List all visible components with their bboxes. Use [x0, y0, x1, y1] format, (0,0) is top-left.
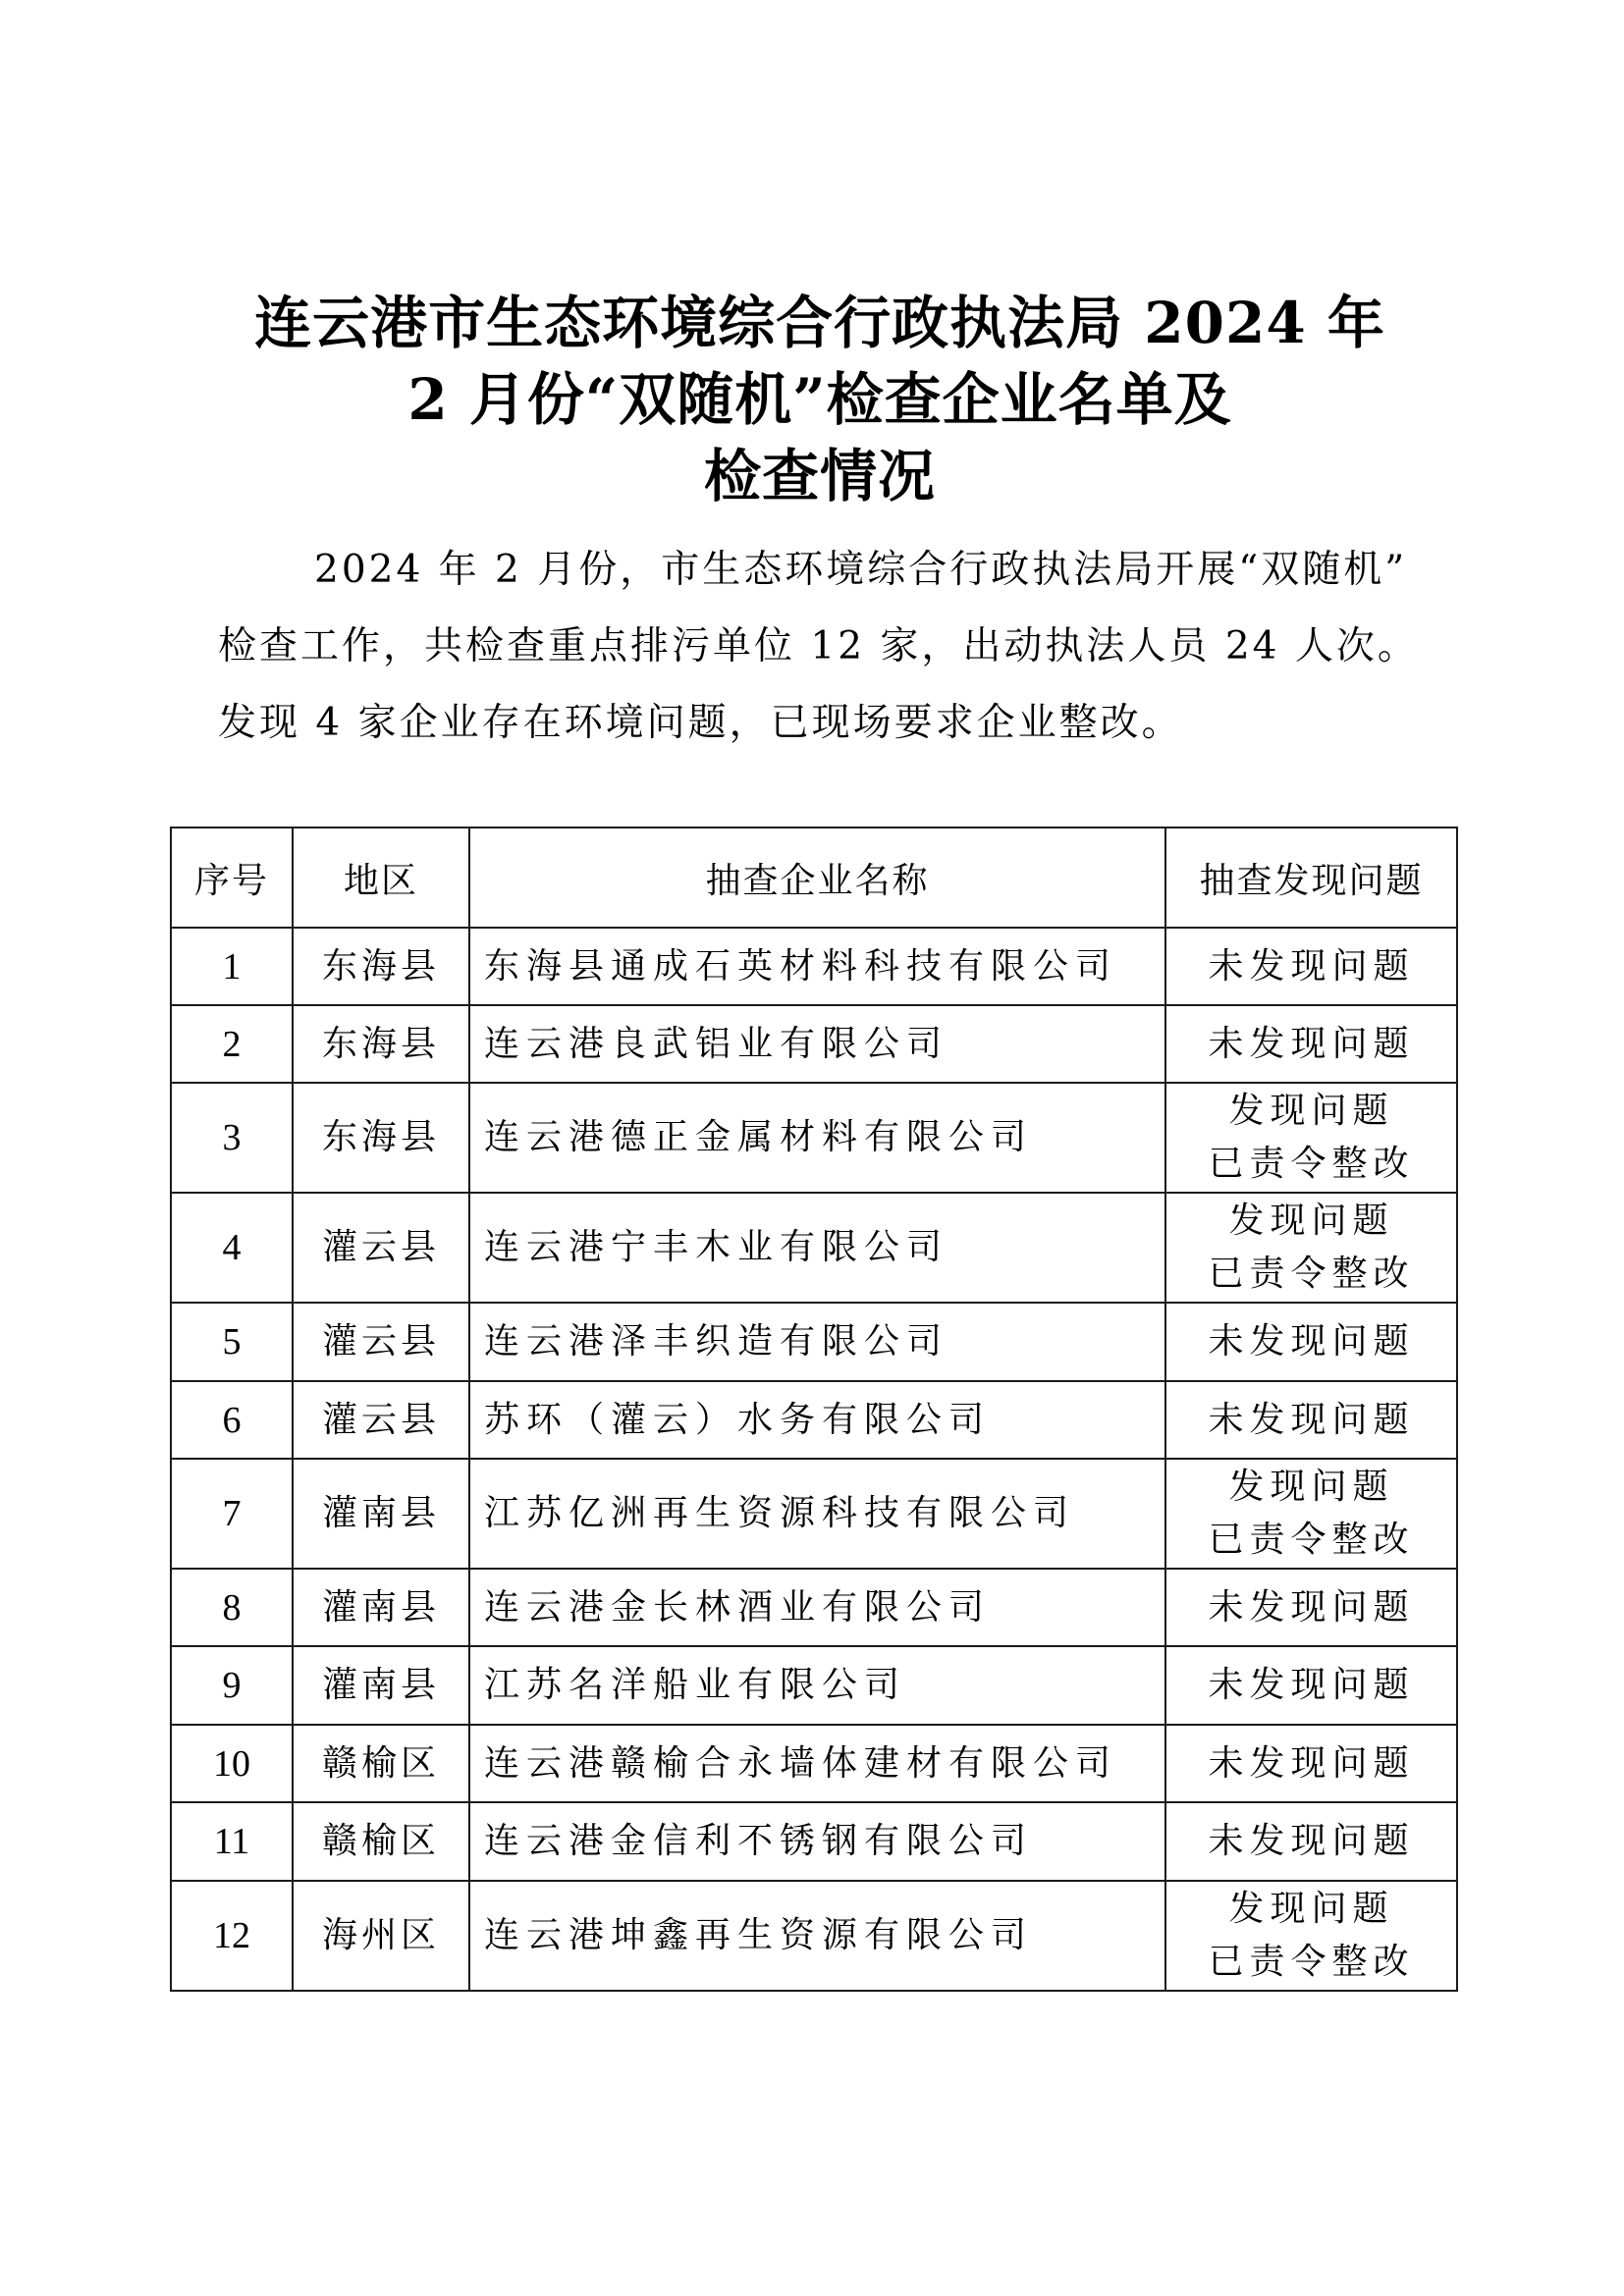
row-no: 7 [171, 1459, 293, 1569]
row-area: 灌南县 [293, 1459, 469, 1569]
row-company-name: 连云港德正金属材料有限公司 [469, 1083, 1165, 1193]
intro-line-1: 2024 年 2 月份，市生态环境综合行政执法局开展“双随机” [314, 548, 1408, 592]
row-no: 4 [171, 1193, 293, 1303]
row-result [1165, 1193, 1457, 1303]
row-no: 2 [171, 1005, 293, 1083]
header-company-name: 抽查企业名称 [469, 828, 1165, 928]
intro-paragraph [218, 532, 1455, 762]
result-line-1: 未发现问题 [1208, 1742, 1415, 1784]
row-no: 1 [171, 928, 293, 1005]
row-result [1165, 1802, 1457, 1881]
row-area: 东海县 [293, 928, 469, 1005]
result-line-1: 未发现问题 [1208, 1321, 1415, 1362]
table-row [171, 1459, 1457, 1569]
document-title [0, 285, 1624, 514]
result-line-1: 发现问题 [1228, 1467, 1394, 1507]
row-result [1165, 1083, 1457, 1193]
row-company-name: 连云港坤鑫再生资源有限公司 [469, 1881, 1165, 1991]
row-result [1165, 1725, 1457, 1802]
result-line-1: 未发现问题 [1208, 1665, 1415, 1705]
row-result [1165, 1303, 1457, 1381]
row-area: 灌云县 [293, 1303, 469, 1381]
row-result [1165, 1646, 1457, 1725]
row-company-name: 东海县通成石英材料科技有限公司 [469, 928, 1165, 1005]
row-area: 灌南县 [293, 1569, 469, 1646]
row-area: 东海县 [293, 1083, 469, 1193]
row-no: 12 [171, 1881, 293, 1991]
row-area: 海州区 [293, 1881, 469, 1991]
table-row [171, 1381, 1457, 1459]
row-company-name: 连云港泽丰织造有限公司 [469, 1303, 1165, 1381]
row-area: 赣榆区 [293, 1725, 469, 1802]
result-line-1: 发现问题 [1228, 1889, 1394, 1929]
row-no: 11 [171, 1802, 293, 1881]
table-row [171, 1725, 1457, 1802]
table-row [171, 928, 1457, 1005]
result-line-2: 已责令整改 [1208, 1254, 1415, 1294]
row-company-name: 苏环（灌云）水务有限公司 [469, 1381, 1165, 1459]
row-no: 10 [171, 1725, 293, 1802]
header-inspection-result: 抽查发现问题 [1165, 828, 1457, 928]
table-row [171, 1802, 1457, 1881]
result-line-2: 已责令整改 [1208, 1144, 1415, 1184]
result-line-2: 已责令整改 [1208, 1520, 1415, 1560]
table-row [171, 1303, 1457, 1381]
intro-line-2: 检查工作，共检查重点排污单位 12 家，出动执法人员 24 人次。 [218, 624, 1419, 668]
result-line-1: 发现问题 [1228, 1091, 1394, 1131]
table-row [171, 1881, 1457, 1991]
row-company-name: 连云港良武铝业有限公司 [469, 1005, 1165, 1083]
row-result [1165, 1005, 1457, 1083]
table-row [171, 1193, 1457, 1303]
result-line-1: 发现问题 [1228, 1201, 1394, 1241]
table-row [171, 1646, 1457, 1725]
title-line-2: 2 月份“双随机”检查企业名单及 [407, 366, 1232, 433]
result-line-1: 未发现问题 [1208, 945, 1415, 987]
row-company-name: 连云港宁丰木业有限公司 [469, 1193, 1165, 1303]
header-no: 序号 [171, 828, 293, 928]
row-result [1165, 1881, 1457, 1991]
result-line-1: 未发现问题 [1208, 1023, 1415, 1064]
row-result [1165, 1569, 1457, 1646]
title-line-1: 连云港市生态环境综合行政执法局 2024 年 [254, 290, 1385, 356]
intro-line-3: 发现 4 家企业存在环境问题，已现场要求企业整改。 [218, 701, 1183, 745]
row-area: 灌云县 [293, 1193, 469, 1303]
result-line-1: 未发现问题 [1208, 1586, 1415, 1628]
row-company-name: 连云港赣榆合永墙体建材有限公司 [469, 1725, 1165, 1802]
row-no: 5 [171, 1303, 293, 1381]
row-company-name: 连云港金信利不锈钢有限公司 [469, 1802, 1165, 1881]
row-no: 9 [171, 1646, 293, 1725]
table-row [171, 1083, 1457, 1193]
row-area: 灌云县 [293, 1381, 469, 1459]
inspection-table [170, 827, 1458, 1992]
table-row [171, 1005, 1457, 1083]
result-line-2: 已责令整改 [1208, 1942, 1415, 1982]
row-company-name: 江苏亿洲再生资源科技有限公司 [469, 1459, 1165, 1569]
row-no: 6 [171, 1381, 293, 1459]
row-company-name: 连云港金长林酒业有限公司 [469, 1569, 1165, 1646]
row-result [1165, 928, 1457, 1005]
row-area: 赣榆区 [293, 1802, 469, 1881]
table-row [171, 1569, 1457, 1646]
result-line-1: 未发现问题 [1208, 1399, 1415, 1440]
table-header-row [171, 828, 1457, 928]
row-no: 8 [171, 1569, 293, 1646]
result-line-1: 未发现问题 [1208, 1821, 1415, 1861]
title-line-3: 检查情况 [703, 443, 936, 509]
header-area: 地区 [293, 828, 469, 928]
row-area: 东海县 [293, 1005, 469, 1083]
row-result [1165, 1381, 1457, 1459]
row-no: 3 [171, 1083, 293, 1193]
row-area: 灌南县 [293, 1646, 469, 1725]
row-result [1165, 1459, 1457, 1569]
row-company-name: 江苏名洋船业有限公司 [469, 1646, 1165, 1725]
